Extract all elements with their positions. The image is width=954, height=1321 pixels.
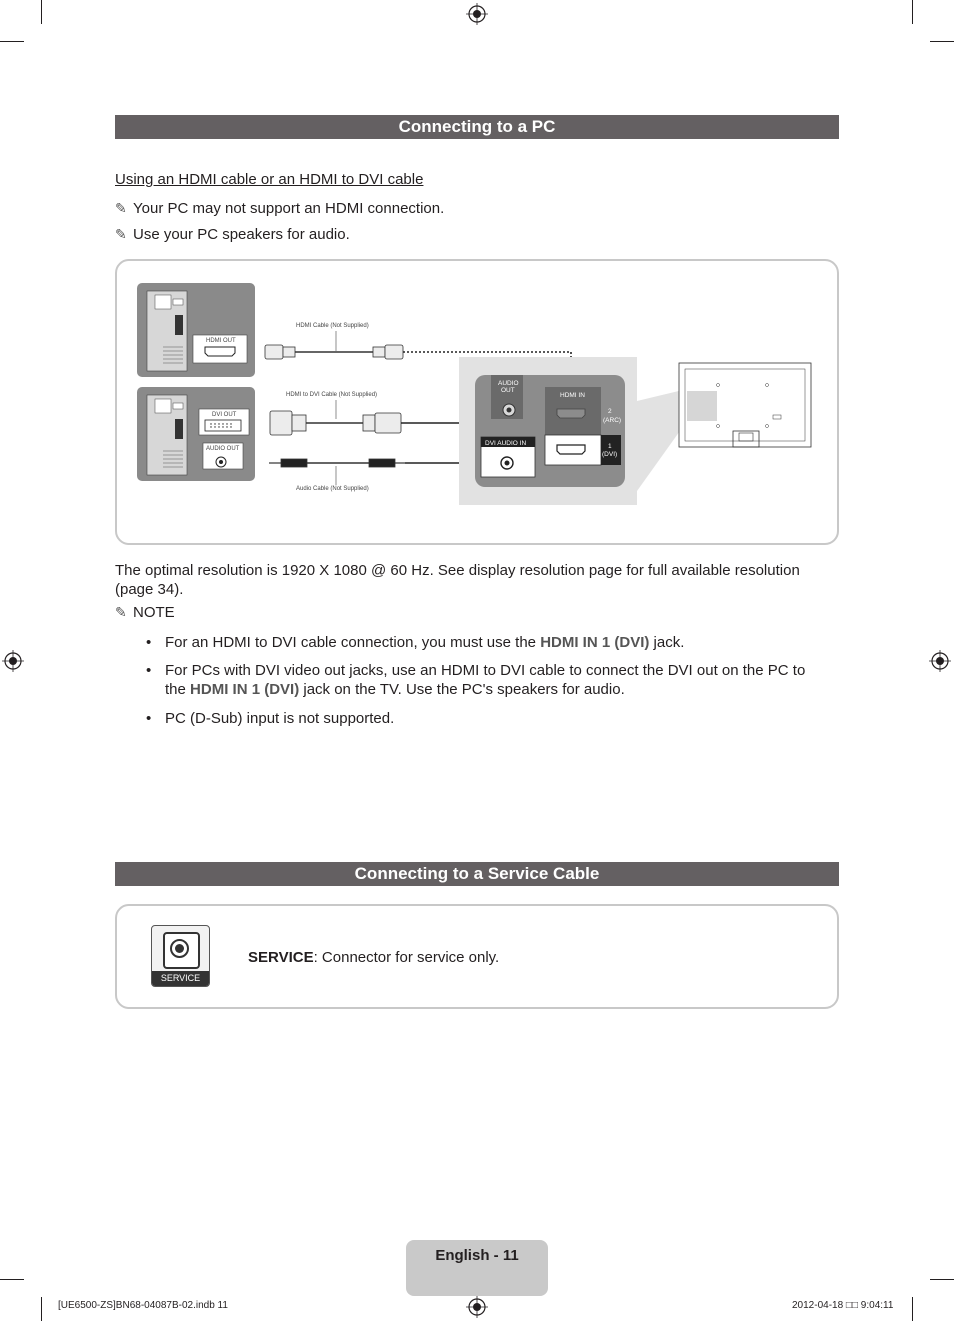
note-line <box>115 226 350 243</box>
subheading: Using an HDMI cable or an HDMI to DVI cable <box>115 171 424 188</box>
pencil-icon: ✎ <box>115 226 127 242</box>
bullet-text: For PCs with DVI video out jacks, use an HDMI to DVI cable to connect the DVI out on the PC to the <box>165 662 806 698</box>
registration-mark-icon <box>466 1296 488 1318</box>
crop-mark <box>41 1297 42 1321</box>
bullet-icon: • <box>146 662 152 679</box>
bullet-bold: HDMI IN 1 (DVI) <box>190 681 300 698</box>
bullet-text: For an HDMI to DVI cable connection, you must use the <box>165 634 541 651</box>
pencil-icon: ✎ <box>115 604 127 620</box>
crop-mark <box>930 41 954 42</box>
pencil-icon: ✎ <box>115 200 127 216</box>
port-1-dvi-label: (DVI) <box>602 451 618 458</box>
service-desc-text: : Connector for service only. <box>313 949 500 966</box>
bullet-text-end: jack on the TV. Use the PC's speakers for audio. <box>299 681 625 698</box>
section-title-service: Connecting to a Service Cable <box>115 862 839 886</box>
dvi-out-label: DVI OUT <box>212 412 237 418</box>
audio-cable <box>269 459 405 467</box>
crop-mark <box>0 41 24 42</box>
hdmi-out-label: HDMI OUT <box>206 338 236 344</box>
port-2-label: 2 <box>608 408 612 415</box>
note-label: NOTE <box>133 604 175 621</box>
pc-connection-diagram <box>115 259 839 545</box>
note-text: Use your PC speakers for audio. <box>133 226 350 243</box>
crop-mark <box>41 0 42 24</box>
bullet-bold: HDMI IN 1 (DVI) <box>540 634 650 651</box>
hdmi-in-label: HDMI IN <box>560 392 585 399</box>
port-2-arc-label: (ARC) <box>603 417 622 424</box>
hdmi-cable <box>265 345 403 359</box>
port-1-label: 1 <box>608 443 612 450</box>
crop-mark <box>0 1279 24 1280</box>
hdmi-dvi-cable <box>270 411 401 435</box>
bullet-icon: • <box>146 710 152 727</box>
audio-out-tv-label-2: OUT <box>501 387 515 394</box>
audio-out-tv-label: AUDIO <box>498 380 519 387</box>
bullet-icon: • <box>146 634 152 651</box>
note-text: Your PC may not support an HDMI connection. <box>133 200 445 217</box>
registration-mark-icon <box>929 650 951 672</box>
registration-mark-icon <box>2 650 24 672</box>
print-timestamp: 2012-04-18 □□ 9:04:11 <box>792 1300 894 1311</box>
registration-mark-icon <box>466 3 488 25</box>
crop-mark <box>912 0 913 24</box>
service-port-label: SERVICE <box>152 971 209 986</box>
bullet-text-end: jack. <box>649 634 685 651</box>
resolution-text: The optimal resolution is 1920 X 1080 @ 60 Hz. See display resolution page for full available resolution (page 34). <box>115 562 800 598</box>
file-info: [UE6500-ZS]BN68-04087B-02.indb 11 <box>58 1300 228 1311</box>
note-heading <box>115 604 175 621</box>
hdmi-dvi-cable-label: HDMI to DVI Cable (Not Supplied) <box>286 392 378 398</box>
crop-mark <box>912 1297 913 1321</box>
dvi-audio-in-label: DVI AUDIO IN <box>485 440 527 447</box>
note-line <box>115 200 444 217</box>
service-desc-bold: SERVICE <box>248 949 314 966</box>
section-title-pc: Connecting to a PC <box>115 115 839 139</box>
hdmi-cable-label: HDMI Cable (Not Supplied) <box>296 323 369 329</box>
bullet-text: PC (D-Sub) input is not supported. <box>165 710 395 727</box>
page-number-tab: English - 11 <box>406 1240 548 1296</box>
crop-mark <box>930 1279 954 1280</box>
audio-cable-label: Audio Cable (Not Supplied) <box>296 486 369 492</box>
service-description <box>248 948 499 967</box>
tv-rear-icon <box>679 363 811 447</box>
audio-out-label: AUDIO OUT <box>206 446 240 452</box>
service-port-icon <box>151 925 210 987</box>
